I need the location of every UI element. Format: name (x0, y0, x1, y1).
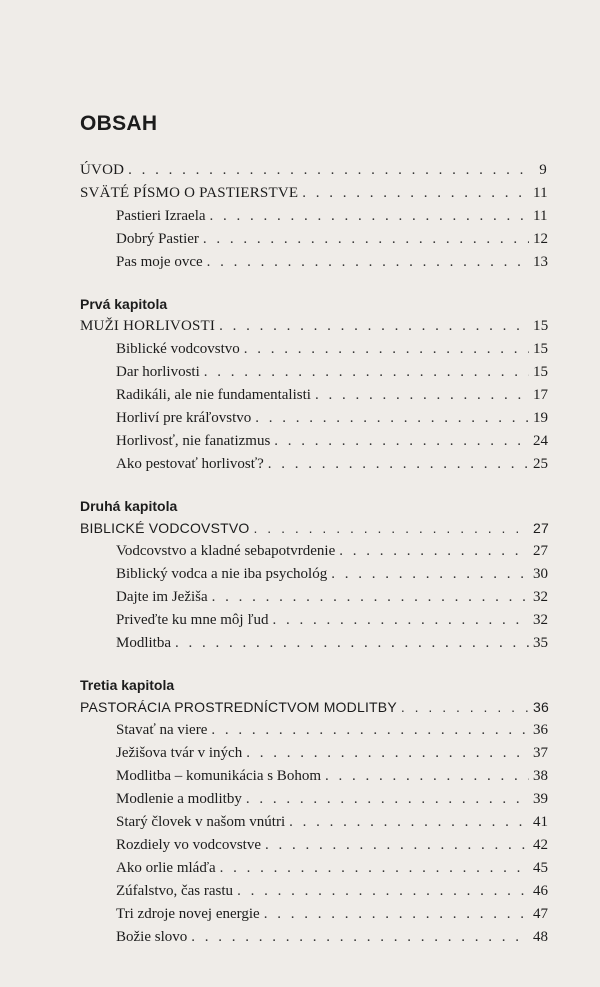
toc-entry-title: Dobrý Pastier (116, 231, 199, 247)
dot-leader (315, 384, 529, 407)
toc-entry (80, 517, 547, 540)
toc-subentry (80, 338, 547, 361)
toc-entry-title: Stavať na viere (116, 722, 208, 738)
toc-subentry (80, 903, 547, 926)
toc-entry (80, 159, 547, 182)
toc-entry-title: Ako pestovať horlivosť? (116, 456, 264, 472)
toc-entry-title: Biblický vodca a nie iba psychológ (116, 566, 328, 582)
dot-leader (255, 407, 529, 430)
toc-page-number: 30 (533, 566, 548, 582)
toc-subentry (80, 742, 547, 765)
toc-page-number: 47 (533, 906, 548, 922)
toc-section (80, 293, 547, 476)
toc-entry (80, 696, 547, 719)
toc-entry-title: Starý človek v našom vnútri (116, 814, 286, 830)
toc-page-number: 19 (533, 410, 548, 426)
toc-entry-title: Pas moje ovce (116, 254, 203, 270)
toc-subentry (80, 857, 547, 880)
toc-page-number: 32 (533, 612, 548, 628)
dot-leader (264, 903, 529, 926)
toc-subentry (80, 228, 547, 251)
toc-entry-title: Dajte im Ježiša (116, 589, 208, 605)
dot-leader (191, 926, 529, 949)
dot-leader (203, 228, 529, 251)
toc-entry-title: Radikáli, ale nie fundamentalisti (116, 387, 311, 403)
toc-entry-title: Horlivosť, nie fanatizmus (116, 433, 271, 449)
toc-page-number: 38 (533, 768, 548, 784)
toc-page-number: 39 (533, 791, 548, 807)
dot-leader (268, 453, 529, 476)
toc-subentry (80, 788, 547, 811)
toc-entry (80, 182, 547, 205)
toc-entry-title: Modlitba (116, 635, 171, 651)
toc-page-number: 11 (533, 208, 548, 224)
toc-page-number: 27 (533, 543, 548, 559)
dot-leader (204, 361, 529, 384)
toc-entry-title: MUŽI HORLIVOSTI (80, 318, 216, 334)
toc-entry-title: Vodcovstvo a kladné sebapotvrdenie (116, 543, 336, 559)
toc-subentry (80, 430, 547, 453)
toc-page-number: 15 (533, 318, 549, 334)
toc-subentry (80, 563, 547, 586)
toc-page-number: 32 (533, 589, 548, 605)
toc-page-number: 35 (533, 635, 548, 651)
dot-leader (254, 517, 529, 540)
chapter-label: Prvá kapitola (80, 296, 168, 312)
dot-leader (128, 159, 529, 182)
toc-subentry (80, 251, 547, 274)
toc-subentry (80, 540, 547, 563)
toc-page-number: 41 (533, 814, 548, 830)
toc-entry-title: ÚVOD (80, 162, 125, 178)
toc-entry-title: Ježišova tvár v iných (116, 745, 243, 761)
toc-entry-title: Rozdiely vo vodcovstve (116, 837, 261, 853)
toc-page-number: 46 (533, 883, 548, 899)
toc-page-number: 17 (533, 387, 548, 403)
toc-subentry (80, 384, 547, 407)
toc-page-number: 36 (533, 722, 548, 738)
toc-page-number: 48 (533, 929, 548, 945)
dot-leader (401, 696, 529, 719)
toc-page-number: 12 (533, 231, 548, 247)
toc-entry-title: Horliví pre kráľovstvo (116, 410, 252, 426)
toc-subentry (80, 609, 547, 632)
toc-entry-title: Priveďte ku mne môj ľud (116, 612, 269, 628)
dot-leader (302, 182, 529, 205)
toc-subentry (80, 632, 547, 655)
toc-subentry (80, 361, 547, 384)
chapter-label: Druhá kapitola (80, 498, 178, 514)
toc-page-number: 42 (533, 837, 548, 853)
toc-entry-title: Ako orlie mláďa (116, 860, 216, 876)
toc-page-number: 37 (533, 745, 548, 761)
toc-entry-title: Božie slovo (116, 929, 188, 945)
dot-leader (265, 834, 529, 857)
dot-leader (289, 811, 529, 834)
dot-leader (339, 540, 529, 563)
toc-page-number: 15 (533, 341, 548, 357)
dot-leader (325, 765, 529, 788)
toc-page-number: 9 (539, 162, 547, 178)
toc-subentry (80, 880, 547, 903)
toc-subentry (80, 407, 547, 430)
toc-subentry (80, 205, 547, 228)
dot-leader (212, 586, 529, 609)
toc-page-number: 11 (533, 185, 548, 201)
toc-entry-title: Tri zdroje novej energie (116, 906, 260, 922)
dot-leader (207, 251, 529, 274)
toc-page-number: 27 (533, 520, 549, 536)
toc-entry-title: Zúfalstvo, čas rastu (116, 883, 234, 899)
toc-entry-title: Modlenie a modlitby (116, 791, 242, 807)
toc-subentry (80, 765, 547, 788)
toc-section (80, 674, 547, 949)
toc-section (80, 495, 547, 655)
toc-entry-title: SVÄTÉ PÍSMO O PASTIERSTVE (80, 185, 299, 201)
toc-entry-title: Pastieri Izraela (116, 208, 206, 224)
dot-leader (220, 857, 529, 880)
toc-subentry (80, 586, 547, 609)
chapter-label: Tretia kapitola (80, 677, 175, 693)
toc-section (80, 159, 547, 274)
dot-leader (219, 315, 529, 338)
toc-subentry (80, 453, 547, 476)
toc-page-number: 36 (533, 699, 549, 715)
toc-subentry (80, 719, 547, 742)
toc-page-number: 45 (533, 860, 548, 876)
toc-entry-title: PASTORÁCIA PROSTREDNÍCTVOM MODLITBY (80, 699, 397, 715)
toc-entry (80, 315, 547, 338)
toc-entry-title: Modlitba – komunikácia s Bohom (116, 768, 321, 784)
toc-page-number: 15 (533, 364, 548, 380)
table-of-contents (80, 159, 547, 968)
toc-entry-title: Biblické vodcovstvo (116, 341, 240, 357)
dot-leader (175, 632, 529, 655)
dot-leader (210, 205, 529, 228)
toc-subentry (80, 834, 547, 857)
toc-subentry (80, 811, 547, 834)
toc-page-number: 25 (533, 456, 548, 472)
dot-leader (331, 563, 529, 586)
dot-leader (272, 609, 529, 632)
dot-leader (237, 880, 529, 903)
toc-entry-title: Dar horlivosti (116, 364, 200, 380)
toc-page-number: 24 (533, 433, 548, 449)
toc-entry-title: BIBLICKÉ VODCOVSTVO (80, 520, 250, 536)
toc-subentry (80, 926, 547, 949)
dot-leader (211, 719, 529, 742)
dot-leader (274, 430, 529, 453)
dot-leader (246, 788, 529, 811)
dot-leader (244, 338, 529, 361)
dot-leader (246, 742, 529, 765)
toc-page-number: 13 (533, 254, 548, 270)
page-title: OBSAH (80, 112, 158, 135)
